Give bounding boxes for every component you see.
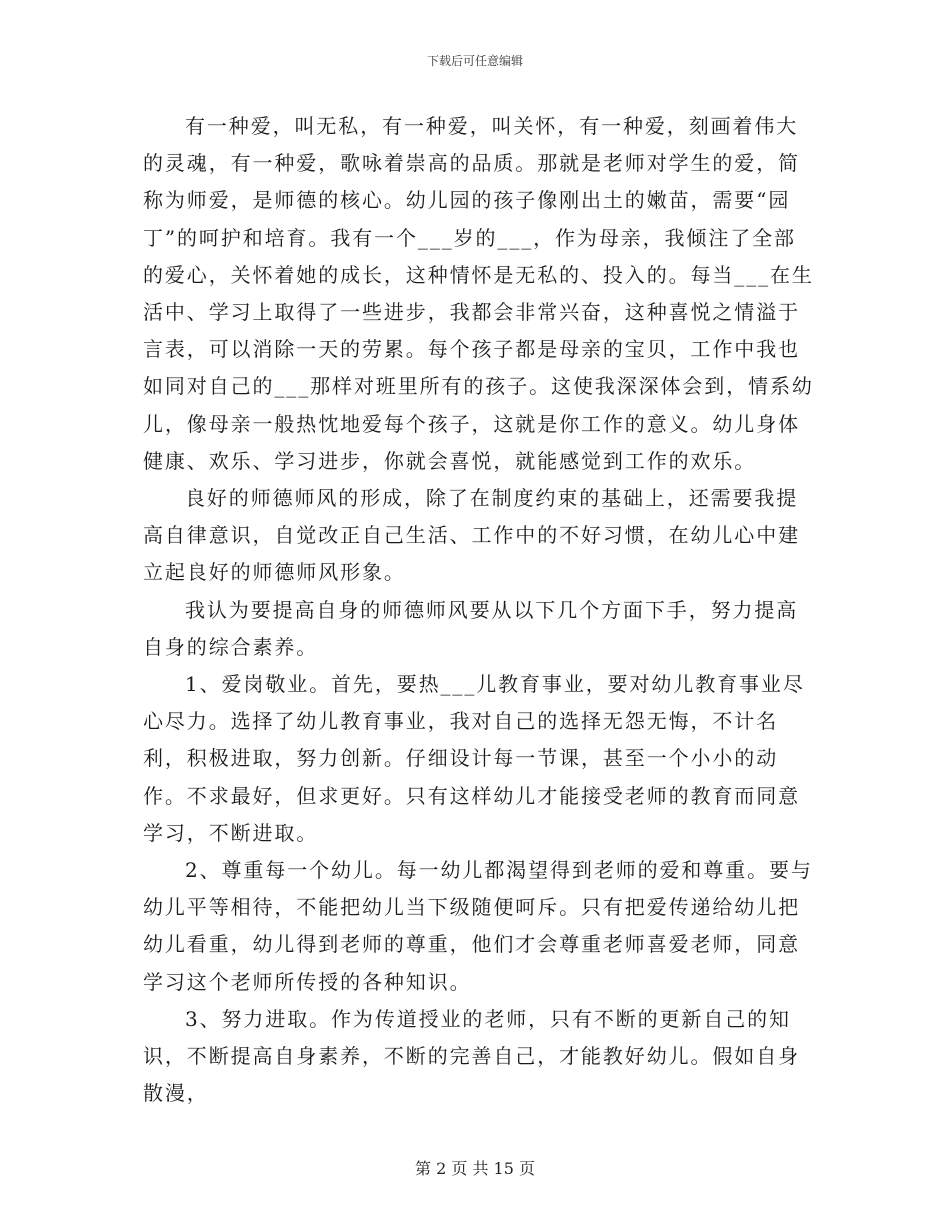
page-header: 下载后可任意编辑: [426, 54, 523, 68]
paragraph: 我认为要提高自身的师德师风要从以下几个方面下手，努力提高自身的综合素养。: [143, 597, 799, 659]
paragraph: 良好的师德师风的形成，除了在制度约束的基础上，还需要我提高自律意识，自觉改正自己生活、工作中的不好习惯，在幼儿心中建立起良好的师德师风形象。: [143, 486, 800, 585]
document-body: [143, 108, 815, 1112]
paragraph: 1、爱岗敬业。首先，要热___儿教育事业，要对幼儿教育事业尽心尽力。选择了幼儿教育事业，我对自己的选择无怨无悔，不计名利，积极进取，努力创新。仔细设计每一节课，甚至一个小小的动作。不求最好，但求更好。只有这样幼儿才能接受老师的教育而同意学习，不断进取。: [143, 672, 805, 845]
paragraph: 有一种爱，叫无私，有一种爱，叫关怀，有一种爱，刻画着伟大的灵魂，有一种爱，歌咏着崇高的品质。那就是老师对学生的爱，简称为师爱，是师德的核心。幼儿园的孩子像刚出土的嫩苗，需要“园丁”的呵护和培育。我有一个___岁的___，作为母亲，我倾注了全部的爱心，关怀着她的成长，这种情怀是无私的、投入的。每当___在生活中、学习上取得了一些进步，我都会非常兴奋，这种喜悦之情溢于言表，可以消除一天的劳累。每个孩子都是母亲的宝贝，工作中我也如同对自己的___那样对班里所有的孩子。这使我深深体会到，情系幼儿，像母亲一般热忱地爱每个孩子，这就是你工作的意义。幼儿身体健康、欢乐、学习进步，你就会喜悦，就能感觉到工作的欢乐。: [143, 114, 814, 473]
paragraph: 2、尊重每一个幼儿。每一幼儿都渴望得到老师的爱和尊重。要与幼儿平等相待，不能把幼儿当下级随便呵斥。只有把爱传递给幼儿把幼儿看重，幼儿得到老师的尊重，他们才会尊重老师喜爱老师，同意学习这个老师所传授的各种知识。: [143, 858, 813, 994]
paragraph: 3、努力进取。作为传道授业的老师，只有不断的更新自己的知识，不断提高自身素养，不断的完善自己，才能教好幼儿。假如自身散漫，: [143, 1006, 800, 1106]
page-footer: 第 2 页 共 15 页: [415, 1159, 535, 1178]
